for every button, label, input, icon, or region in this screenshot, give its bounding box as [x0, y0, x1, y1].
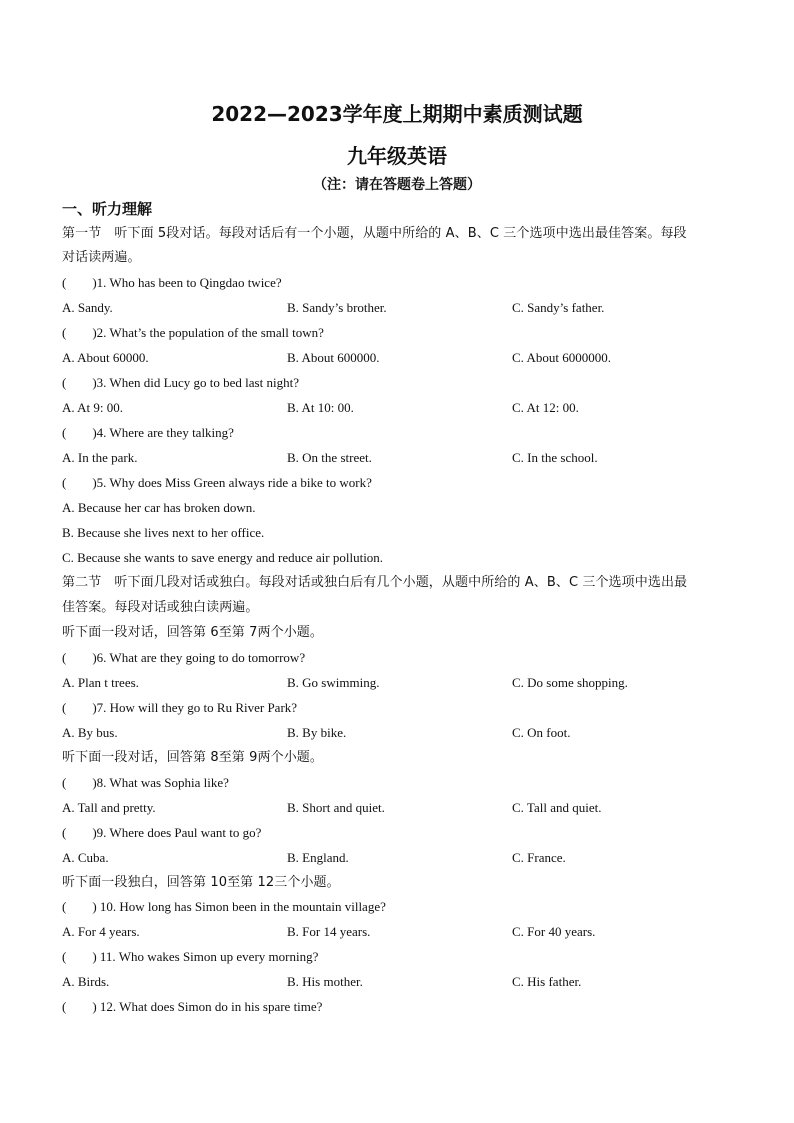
- question-2-option-c: C. About 6000000.: [512, 350, 611, 365]
- intro-questions-6-7: 听下面一段对话，回答第 6至第 7两个小题。: [62, 625, 324, 640]
- question-8-option-b: B. Short and quiet.: [287, 800, 385, 815]
- question-11-option-c: C. His father.: [512, 974, 582, 989]
- question-8-option-c: C. Tall and quiet.: [512, 800, 602, 815]
- question-2-option-a: A. About 60000.: [62, 350, 149, 365]
- question-6-option-a: A. Plan t trees.: [62, 675, 139, 690]
- question-9-option-b: B. England.: [287, 850, 349, 865]
- question-8-stem: ( )8. What was Sophia like?: [62, 775, 229, 790]
- question-11-option-b: B. His mother.: [287, 974, 363, 989]
- question-11-option-a: A. Birds.: [62, 974, 110, 989]
- section-heading-listening: 一、听力理解: [62, 200, 153, 218]
- exam-subtitle: 九年级英语: [347, 144, 447, 168]
- question-12-stem: ( ) 12. What does Simon do in his spare time?: [62, 999, 323, 1014]
- question-6-option-b: B. Go swimming.: [287, 675, 380, 690]
- question-4-option-a: A. In the park.: [62, 450, 138, 465]
- question-5-stem: ( )5. Why does Miss Green always ride a bike to work?: [62, 475, 372, 490]
- question-3-option-a: A. At 9: 00.: [62, 400, 124, 415]
- question-9-option-c: C. France.: [512, 850, 566, 865]
- question-9-option-a: A. Cuba.: [62, 850, 109, 865]
- question-7-option-b: B. By bike.: [287, 725, 347, 740]
- question-7-option-c: C. On foot.: [512, 725, 571, 740]
- part1-instruction-line2: 对话读两遍。: [62, 250, 141, 265]
- part2-instruction-line1: 第二节 听下面几段对话或独白。每段对话或独白后有几个小题，从题中所给的 A、B、C 三个选项中选出最: [62, 575, 688, 590]
- question-5-option-a: A. Because her car has broken down.: [62, 500, 256, 515]
- question-7-stem: ( )7. How will they go to Ru River Park?: [62, 700, 298, 715]
- question-8-option-a: A. Tall and pretty.: [62, 800, 156, 815]
- question-1-option-b: B. Sandy’s brother.: [287, 300, 387, 315]
- question-9-stem: ( )9. Where does Paul want to go?: [62, 825, 262, 840]
- question-11-stem: ( ) 11. Who wakes Simon up every morning?: [62, 949, 319, 964]
- question-10-option-b: B. For 14 years.: [287, 924, 371, 939]
- question-10-option-a: A. For 4 years.: [62, 924, 140, 939]
- exam-title: 2022—2023学年度上期期中素质测试题: [211, 102, 583, 126]
- question-5-option-b: B. Because she lives next to her office.: [62, 525, 265, 540]
- question-6-option-c: C. Do some shopping.: [512, 675, 628, 690]
- question-7-option-a: A. By bus.: [62, 725, 118, 740]
- question-4-stem: ( )4. Where are they talking?: [62, 425, 234, 440]
- question-1-stem: ( )1. Who has been to Qingdao twice?: [62, 275, 282, 290]
- question-3-stem: ( )3. When did Lucy go to bed last night?: [62, 375, 299, 390]
- question-10-option-c: C. For 40 years.: [512, 924, 596, 939]
- question-1-option-a: A. Sandy.: [62, 300, 113, 315]
- question-6-stem: ( )6. What are they going to do tomorrow?: [62, 650, 306, 665]
- part1-instruction-line1: 第一节 听下面 5段对话。每段对话后有一个小题，从题中所给的 A、B、C 三个选项中选出最佳答案。每段: [62, 226, 687, 241]
- question-2-option-b: B. About 600000.: [287, 350, 380, 365]
- question-2-stem: ( )2. What’s the population of the small town?: [62, 325, 324, 340]
- part2-instruction-line2: 佳答案。每段对话或独白读两遍。: [62, 600, 259, 615]
- exam-note: （注：请在答题卷上答题）: [313, 177, 481, 193]
- question-10-stem: ( ) 10. How long has Simon been in the mountain village?: [62, 899, 386, 914]
- intro-questions-8-9: 听下面一段对话，回答第 8至第 9两个小题。: [62, 750, 324, 765]
- intro-questions-10-12: 听下面一段独白，回答第 10至第 12三个小题。: [62, 875, 340, 890]
- question-4-option-c: C. In the school.: [512, 450, 598, 465]
- question-4-option-b: B. On the street.: [287, 450, 372, 465]
- question-3-option-b: B. At 10: 00.: [287, 400, 354, 415]
- question-5-option-c: C. Because she wants to save energy and reduce air pollution.: [62, 550, 384, 565]
- question-1-option-c: C. Sandy’s father.: [512, 300, 605, 315]
- question-3-option-c: C. At 12: 00.: [512, 400, 579, 415]
